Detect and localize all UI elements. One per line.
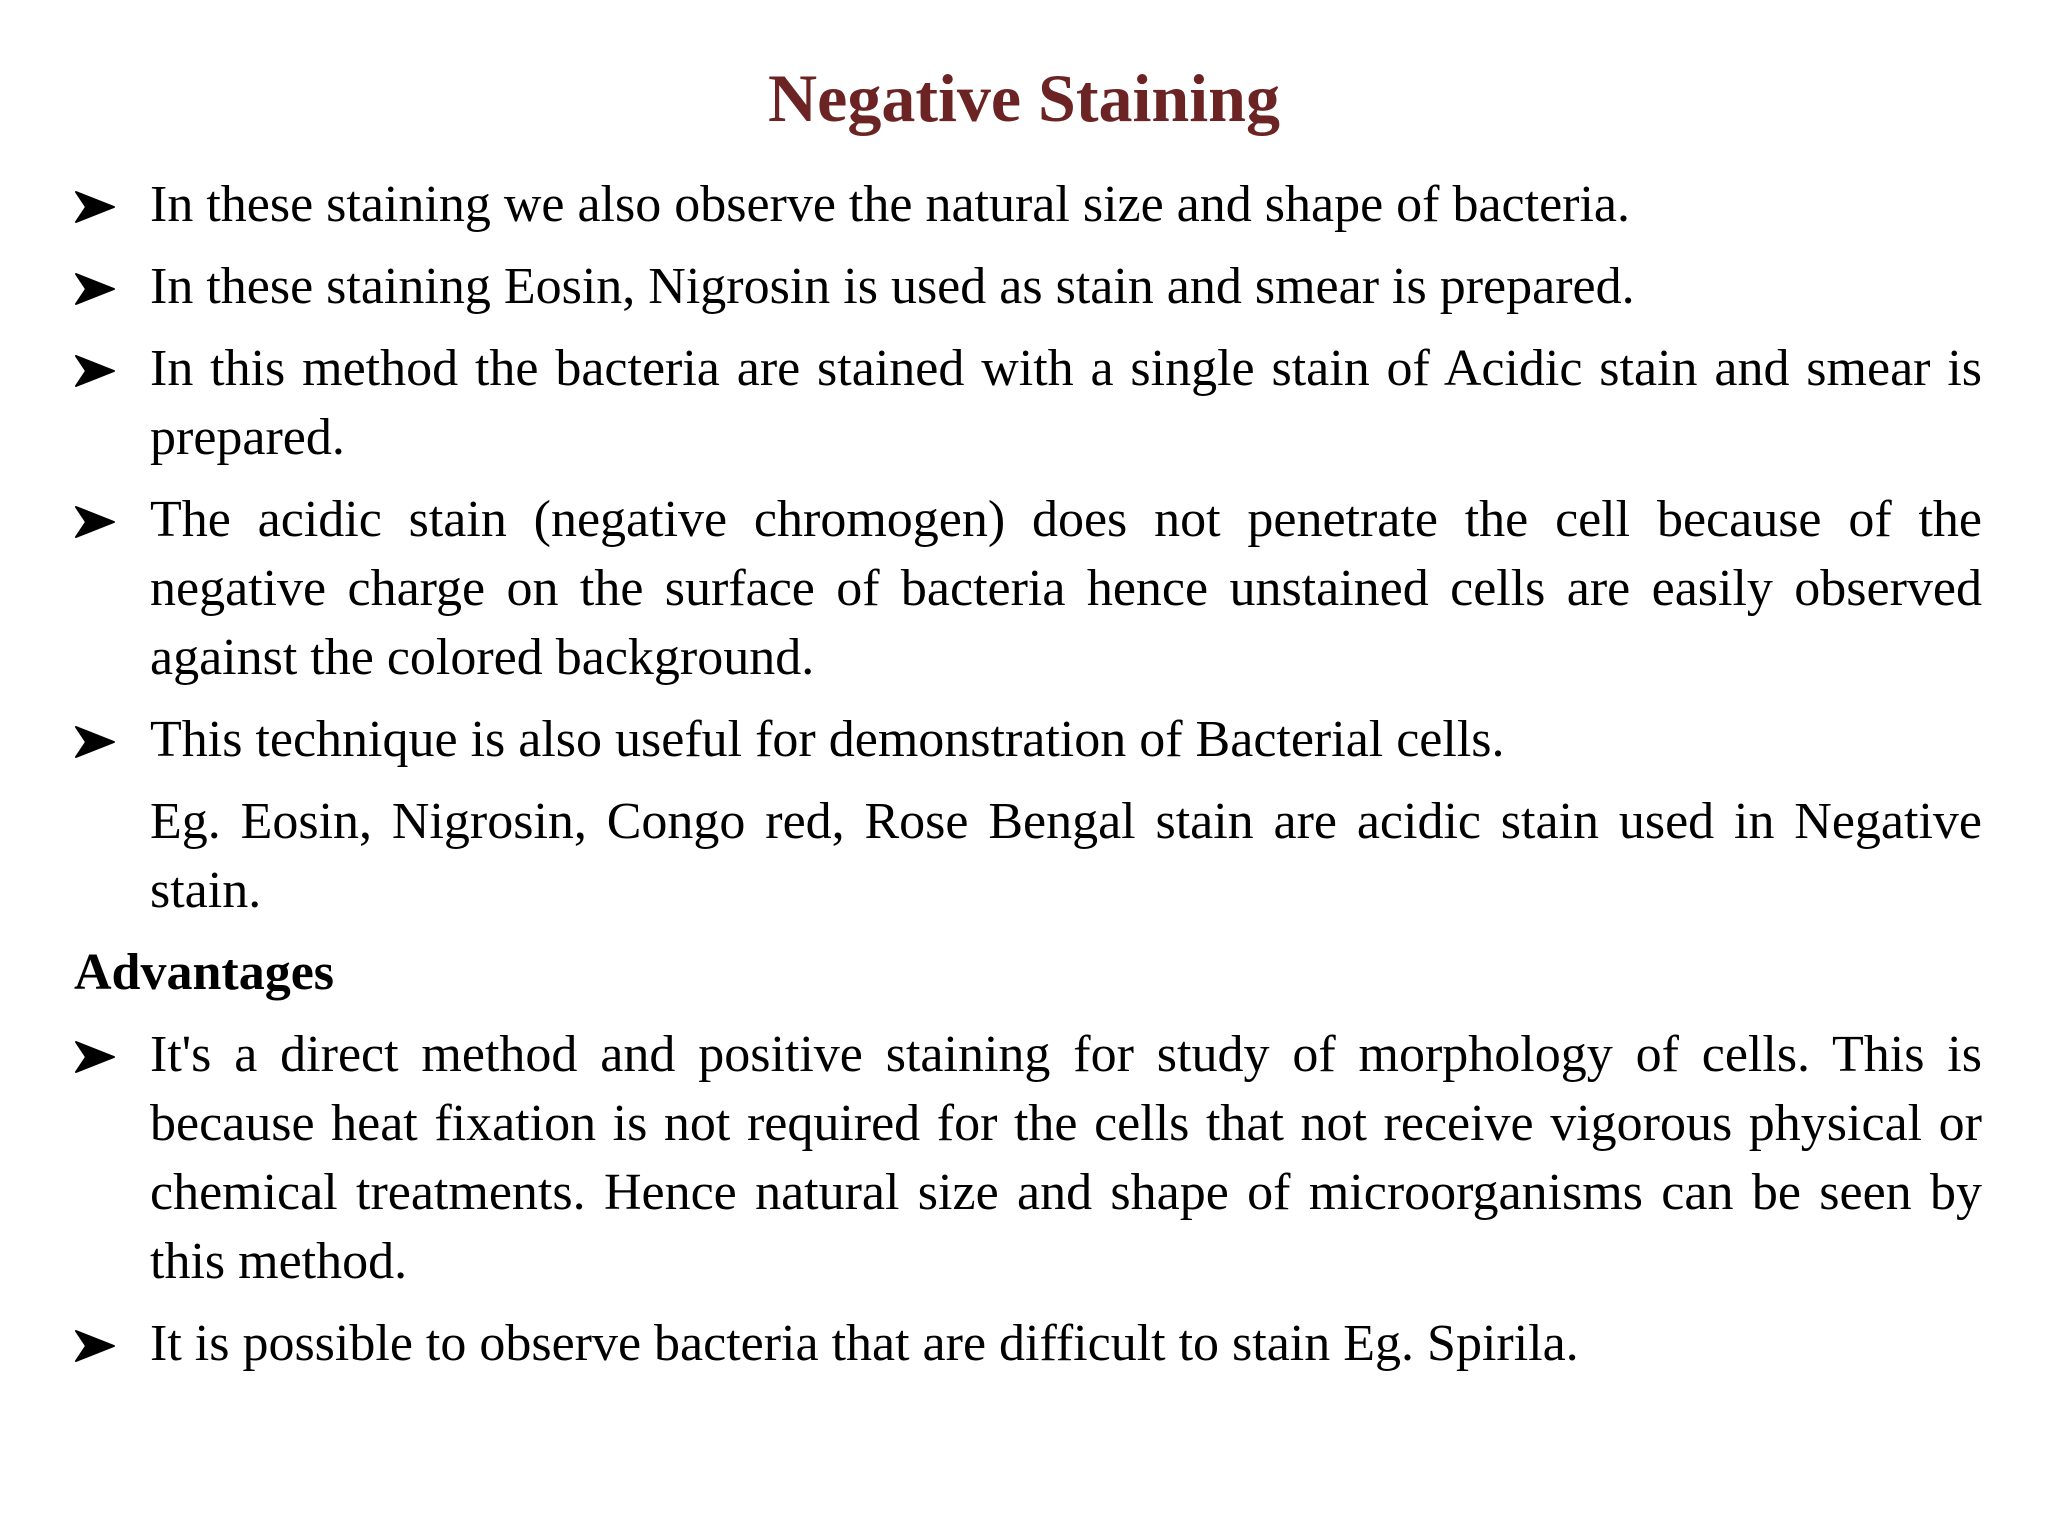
bullet-text: In these staining Eosin, Nigrosin is used as stain and smear is prepared. bbox=[150, 258, 1635, 315]
advantage-item bbox=[74, 1020, 1982, 1296]
bullet-text: This technique is also useful for demonstration of Bacterial cells. bbox=[150, 711, 1505, 768]
arrowhead-bullet-icon bbox=[74, 725, 116, 759]
example-note: Eg. Eosin, Nigrosin, Congo red, Rose Bengal stain are acidic stain used in Negative stain. bbox=[150, 793, 1982, 919]
bullet-text: The acidic stain (negative chromogen) does not penetrate the cell because of the negative charge on the surface of bacteria hence unstained cells are easily observed against the colored background. bbox=[150, 491, 1982, 686]
bullet-text: In this method the bacteria are stained with a single stain of Acidic stain and smear is prepared. bbox=[150, 340, 1982, 466]
bullet-item bbox=[74, 334, 1982, 472]
arrowhead-bullet-icon bbox=[74, 272, 116, 306]
slide-title: Negative Staining bbox=[768, 60, 1280, 136]
bullet-text: In these staining we also observe the natural size and shape of bacteria. bbox=[150, 176, 1630, 233]
arrowhead-bullet-icon bbox=[74, 505, 116, 539]
slide-content bbox=[74, 170, 1982, 1391]
arrowhead-bullet-icon bbox=[74, 1040, 116, 1074]
bullet-item bbox=[74, 705, 1982, 774]
arrowhead-bullet-icon bbox=[74, 354, 116, 388]
bullet-item bbox=[74, 252, 1982, 321]
advantage-text: It's a direct method and positive staining for study of morphology of cells. This is because heat fixation is not required for the cells that not receive vigorous physical or chemical treatments. Hence natural size and shape of microorganisms can be seen by this method. bbox=[150, 1026, 1982, 1290]
arrowhead-bullet-icon bbox=[74, 1329, 116, 1363]
advantage-text: It is possible to observe bacteria that are difficult to stain Eg. Spirila. bbox=[150, 1315, 1579, 1372]
bullet-item bbox=[74, 170, 1982, 239]
bullet-item bbox=[74, 485, 1982, 692]
arrowhead-bullet-icon bbox=[74, 190, 116, 224]
advantages-heading: Advantages bbox=[74, 944, 335, 1001]
advantage-item bbox=[74, 1309, 1982, 1378]
